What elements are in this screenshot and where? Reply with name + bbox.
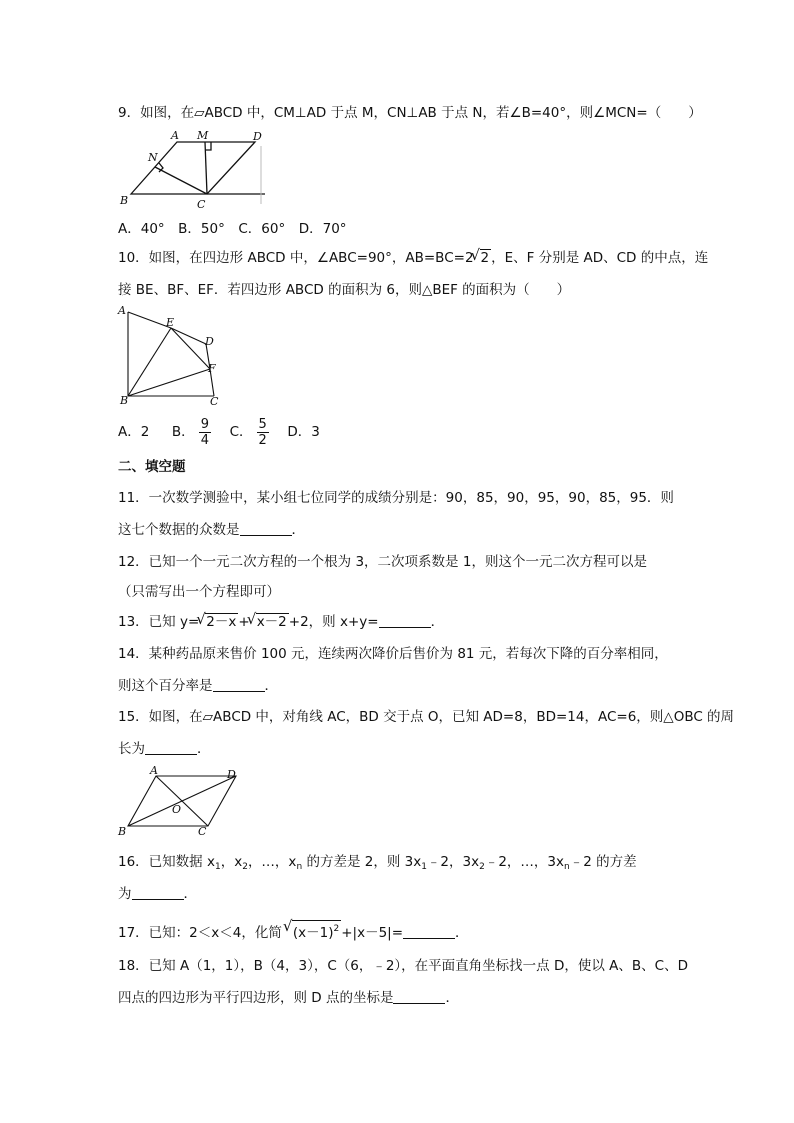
q11-line2: 这七个数据的众数是 ． <box>118 522 305 538</box>
q12-line1: 12．已知一个一元二次方程的一个根为 3，二次项系数是 1，则这个一元二次方程可以是 <box>118 554 647 570</box>
q9-label-n: N <box>148 151 158 164</box>
q11-answer-blank[interactable] <box>240 522 292 536</box>
q17-line: 17．已知：2＜x＜4，化简√ $(x-1)^2 +|x-5|=$ ． <box>118 920 469 942</box>
q16-line1: 16．已知数据 $x_1$，$x_2$，…，$x_n$ 的方差是 2，则 $3x_1﹣2$，$3x_2﹣2$，…，$3x_n﹣2$ 的方差 <box>118 854 637 872</box>
q9-label-m: M <box>197 129 209 142</box>
q12-line2: （只需写出一个方程即可） <box>118 584 280 600</box>
q14-answer-blank[interactable] <box>213 678 265 692</box>
q9-parallelogram-figure <box>115 126 275 210</box>
q10-stem-line1 <box>118 249 708 267</box>
q16-line2: 为 ． <box>118 886 197 902</box>
q14-line1: 14．某种药品原来售价 100 元，连续两次降价后售价为 81 元，若每次下降的百分率相同， <box>118 646 668 662</box>
q18-line1: 18．已知 A（1，1），B（4，3），C（6，﹣2），在平面直角坐标找一点 D，使以 A、B、C、D <box>118 958 688 974</box>
q10-label-a: A <box>118 304 126 317</box>
q10-sqrt: √ 2 <box>480 249 492 266</box>
q10-stem-line2: 接 BE、BF、EF．若四边形 ABCD 的面积为 6，则△BEF 的面积为（ ） <box>118 282 571 298</box>
q10-text-b: ，E、F 分别是 AD、CD 的中点，连 <box>491 250 709 266</box>
q10-option-b-label: B． <box>171 424 195 440</box>
q10-text-a: 10．如图，在四边形 ABCD 中，∠ABC=90°，AB=BC=2 <box>118 250 474 266</box>
q10-label-d: D <box>205 335 214 348</box>
q18-answer-blank[interactable] <box>393 990 445 1004</box>
q9-options: A．40° B．50° C．60° D．70° <box>118 221 347 237</box>
q13-answer-blank[interactable] <box>379 614 431 628</box>
q15-label-c: C <box>198 825 207 838</box>
q13-line: 13．已知 y=√ 2－x +√ x－2 +2，则 x+y= ． <box>118 613 444 631</box>
q17-answer-blank[interactable] <box>403 925 455 939</box>
q11-line1: 11．一次数学测验中，某小组七位同学的成绩分别是：90，85，90，95，90，85，95．则 <box>118 490 674 506</box>
q15-label-d: D <box>227 768 236 781</box>
q15-label-b: B <box>118 825 127 838</box>
q15-parallelogram-figure <box>114 764 244 838</box>
q10-option-c-label: C． <box>229 424 253 440</box>
q16-answer-blank[interactable] <box>132 886 184 900</box>
section-title: 二、填空题 <box>118 459 186 475</box>
q18-line2: 四点的四边形为平行四边形，则 D 点的坐标是 ． <box>118 990 459 1006</box>
q10-label-e: E <box>166 316 175 329</box>
q10-option-d: D．3 <box>287 424 320 440</box>
q10-label-b: B <box>120 394 129 407</box>
q13-sqrt2: √ x－2 <box>256 613 289 630</box>
q9-label-d: D <box>253 130 262 143</box>
q10-options <box>118 415 320 449</box>
q10-option-a: A．2 <box>118 424 150 440</box>
q15-label-a: A <box>150 764 158 777</box>
q10-label-f: F <box>208 362 216 375</box>
q10-option-b-frac: $\frac{9}{4}$ <box>200 416 209 448</box>
q15-line2: 长为 ． <box>118 741 211 757</box>
q9-stem: 9．如图，在▱ABCD 中，CM⊥AD 于点 M，CN⊥AB 于点 N，若∠B=40°，则∠MCN=（ ） <box>118 105 702 121</box>
q9-label-c: C <box>197 198 206 210</box>
q9-label-a: A <box>171 129 179 142</box>
q15-answer-blank[interactable] <box>145 741 197 755</box>
q10-label-c: C <box>210 395 219 408</box>
q15-line1: 15．如图，在▱ABCD 中，对角线 AC，BD 交于点 O，已知 AD=8，BD=14，AC=6，则△OBC 的周 <box>118 709 735 725</box>
q10-option-c-frac: $\frac{5}{2}$ <box>258 416 267 448</box>
q17-sqrt: √ $(x-1)^2$ <box>292 920 341 941</box>
q9-label-b: B <box>120 194 129 207</box>
q15-label-o: O <box>172 803 182 816</box>
q13-sqrt1: √ 2－x <box>205 613 238 630</box>
q14-line2: 则这个百分率是 ． <box>118 678 278 694</box>
q10-quadrilateral-figure <box>116 304 226 408</box>
